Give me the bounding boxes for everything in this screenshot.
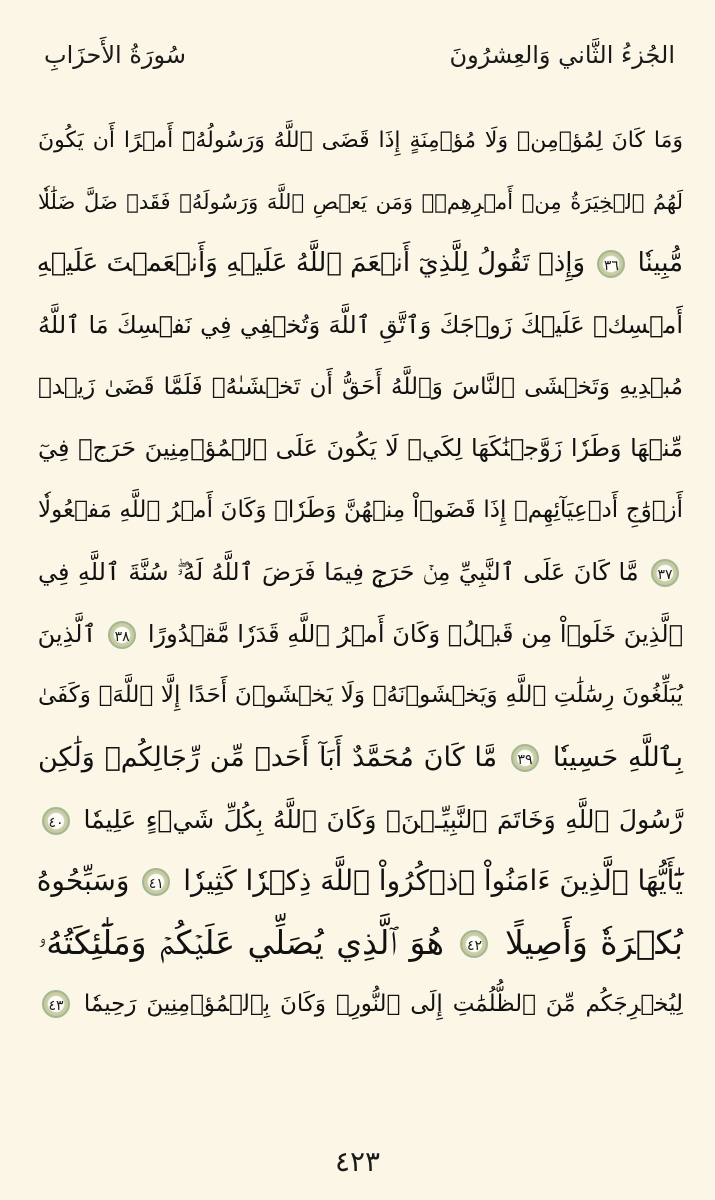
text-line <box>38 727 683 789</box>
text-line <box>38 233 683 295</box>
page-number: ٤٢٣ <box>334 1145 381 1178</box>
line-text: رَّسُولَ ٱللَّهِ وَخَاتَمَ ٱلنَّبِيِّـۧنَۗ وَكَانَ ٱللَّهُ بِكُلِّ شَيۡءٍ عَلِيمٗا <box>83 804 684 834</box>
text-line <box>38 110 683 172</box>
text-line <box>38 357 683 419</box>
line-text: مُّبِينٗا <box>637 248 683 279</box>
line-text: مُبۡدِيهِ وَتَخۡشَى ٱلنَّاسَ وَٱللَّهُ أَحَقُّ أَن تَخۡشَىٰهُۖ فَلَمَّا قَضَىٰ زَيۡدٞ <box>38 373 683 400</box>
ayah-number-marker: ٣٧ <box>651 559 679 587</box>
line-text: هُوَ ٱلَّذِي يُصَلِّي عَلَيۡكُمۡ وَمَلَٰٓئِكَتُهُۥ <box>38 922 444 962</box>
ayah-number-marker: ٣٩ <box>511 744 539 772</box>
line-text: ٱلَّذِينَ خَلَوۡاْ مِن قَبۡلُۚ وَكَانَ أَمۡرُ ٱللَّهِ قَدَرٗا مَّقۡدُورًا <box>147 619 683 648</box>
text-line <box>38 418 683 480</box>
ayah-number-marker: ٤٠ <box>42 807 70 835</box>
text-line <box>38 480 683 542</box>
text-line <box>38 974 683 1036</box>
line-text: أَمۡسِكۡ عَلَيۡكَ زَوۡجَكَ وَٱتَّقِ ٱللَّهَ وَتُخۡفِي فِي نَفۡسِكَ مَا ٱللَّهُ <box>38 311 683 340</box>
text-line <box>38 912 683 974</box>
ayah-number-marker: ٤٣ <box>42 990 70 1018</box>
text-line <box>38 665 683 727</box>
ayah-number-marker: ٣٨ <box>108 621 136 649</box>
line-text: يَٰٓأَيُّهَا ٱلَّذِينَ ءَامَنُواْ ٱذۡكُرُواْ ٱللَّهَ ذِكۡرٗا كَثِيرٗا <box>183 864 683 898</box>
line-text: بُكۡرَةٗ وَأَصِيلًا <box>504 922 683 962</box>
line-text: لِيُخۡرِجَكُم مِّنَ ٱلظُّلُمَٰتِ إِلَى ٱلنُّورِۚ وَكَانَ بِٱلۡمُؤۡمِنِينَ رَحِيمٗا <box>83 990 684 1017</box>
quran-text <box>38 110 683 1035</box>
line-text: لَهُمُ ٱلۡخِيَرَةُ مِنۡ أَمۡرِهِمۡۗ وَمَن يَعۡصِ ٱللَّهَ وَرَسُولَهُۥ فَقَدۡ ضَلَّ ضَلَٰلٗا <box>38 189 683 214</box>
text-line <box>38 542 683 604</box>
line-text: ٱلَّذِينَ <box>37 619 97 648</box>
line-text: مِّنۡهَا وَطَرٗا زَوَّجۡنَٰكَهَا لِكَيۡ لَا يَكُونَ عَلَى ٱلۡمُؤۡمِنِينَ حَرَجٞ فِيٓ <box>38 434 683 463</box>
line-text: مَّا كَانَ مُحَمَّدٌ أَبَآ أَحَدٖ مِّن رِّجَالِكُمۡ وَلَٰكِن <box>38 741 498 773</box>
text-line <box>38 789 683 851</box>
page-header <box>44 30 675 80</box>
text-line <box>38 850 683 912</box>
text-line <box>38 604 683 666</box>
line-text: وَإِذۡ تَقُولُ لِلَّذِيٓ أَنۡعَمَ ٱللَّهُ عَلَيۡهِ وَأَنۡعَمۡتَ عَلَيۡهِ <box>36 248 586 279</box>
line-text: بِٱللَّهِ حَسِيبٗا <box>552 741 684 773</box>
ayah-number-marker: ٤٢ <box>460 930 488 958</box>
text-line <box>38 172 683 234</box>
text-line <box>38 295 683 357</box>
surah-title: سُورَةُ الأَحزَابِ <box>44 41 186 69</box>
line-text: وَمَا كَانَ لِمُؤۡمِنٖ وَلَا مُؤۡمِنَةٍ إِذَا قَضَى ٱللَّهُ وَرَسُولُهُۥٓ أَمۡرًا أَن يَكُونَ <box>38 128 683 153</box>
line-text: مَّا كَانَ عَلَى ٱلنَّبِيِّ مِنۡ حَرَجٖ فِيمَا فَرَضَ ٱللَّهُ لَهُۥۖ سُنَّةَ ٱللَّهِ فِي <box>38 557 639 586</box>
line-text: وَسَبِّحُوهُ <box>36 864 130 898</box>
ayah-number-marker: ٤١ <box>142 868 170 896</box>
juz-title: الجُزءُ الثَّاني وَالعِشرُونَ <box>449 41 675 69</box>
line-text: أَزۡوَٰجِ أَدۡعِيَآئِهِمۡ إِذَا قَضَوۡاْ مِنۡهُنَّ وَطَرٗاۚ وَكَانَ أَمۡرُ ٱللَّهِ مَفۡعُولٗا <box>38 497 683 524</box>
ayah-number-marker: ٣٦ <box>597 250 625 278</box>
line-text: يُبَلِّغُونَ رِسَٰلَٰتِ ٱللَّهِ وَيَخۡشَوۡنَهُۥ وَلَا يَخۡشَوۡنَ أَحَدًا إِلَّا ٱللَّهَۗ وَكَفَىٰ <box>38 682 683 709</box>
